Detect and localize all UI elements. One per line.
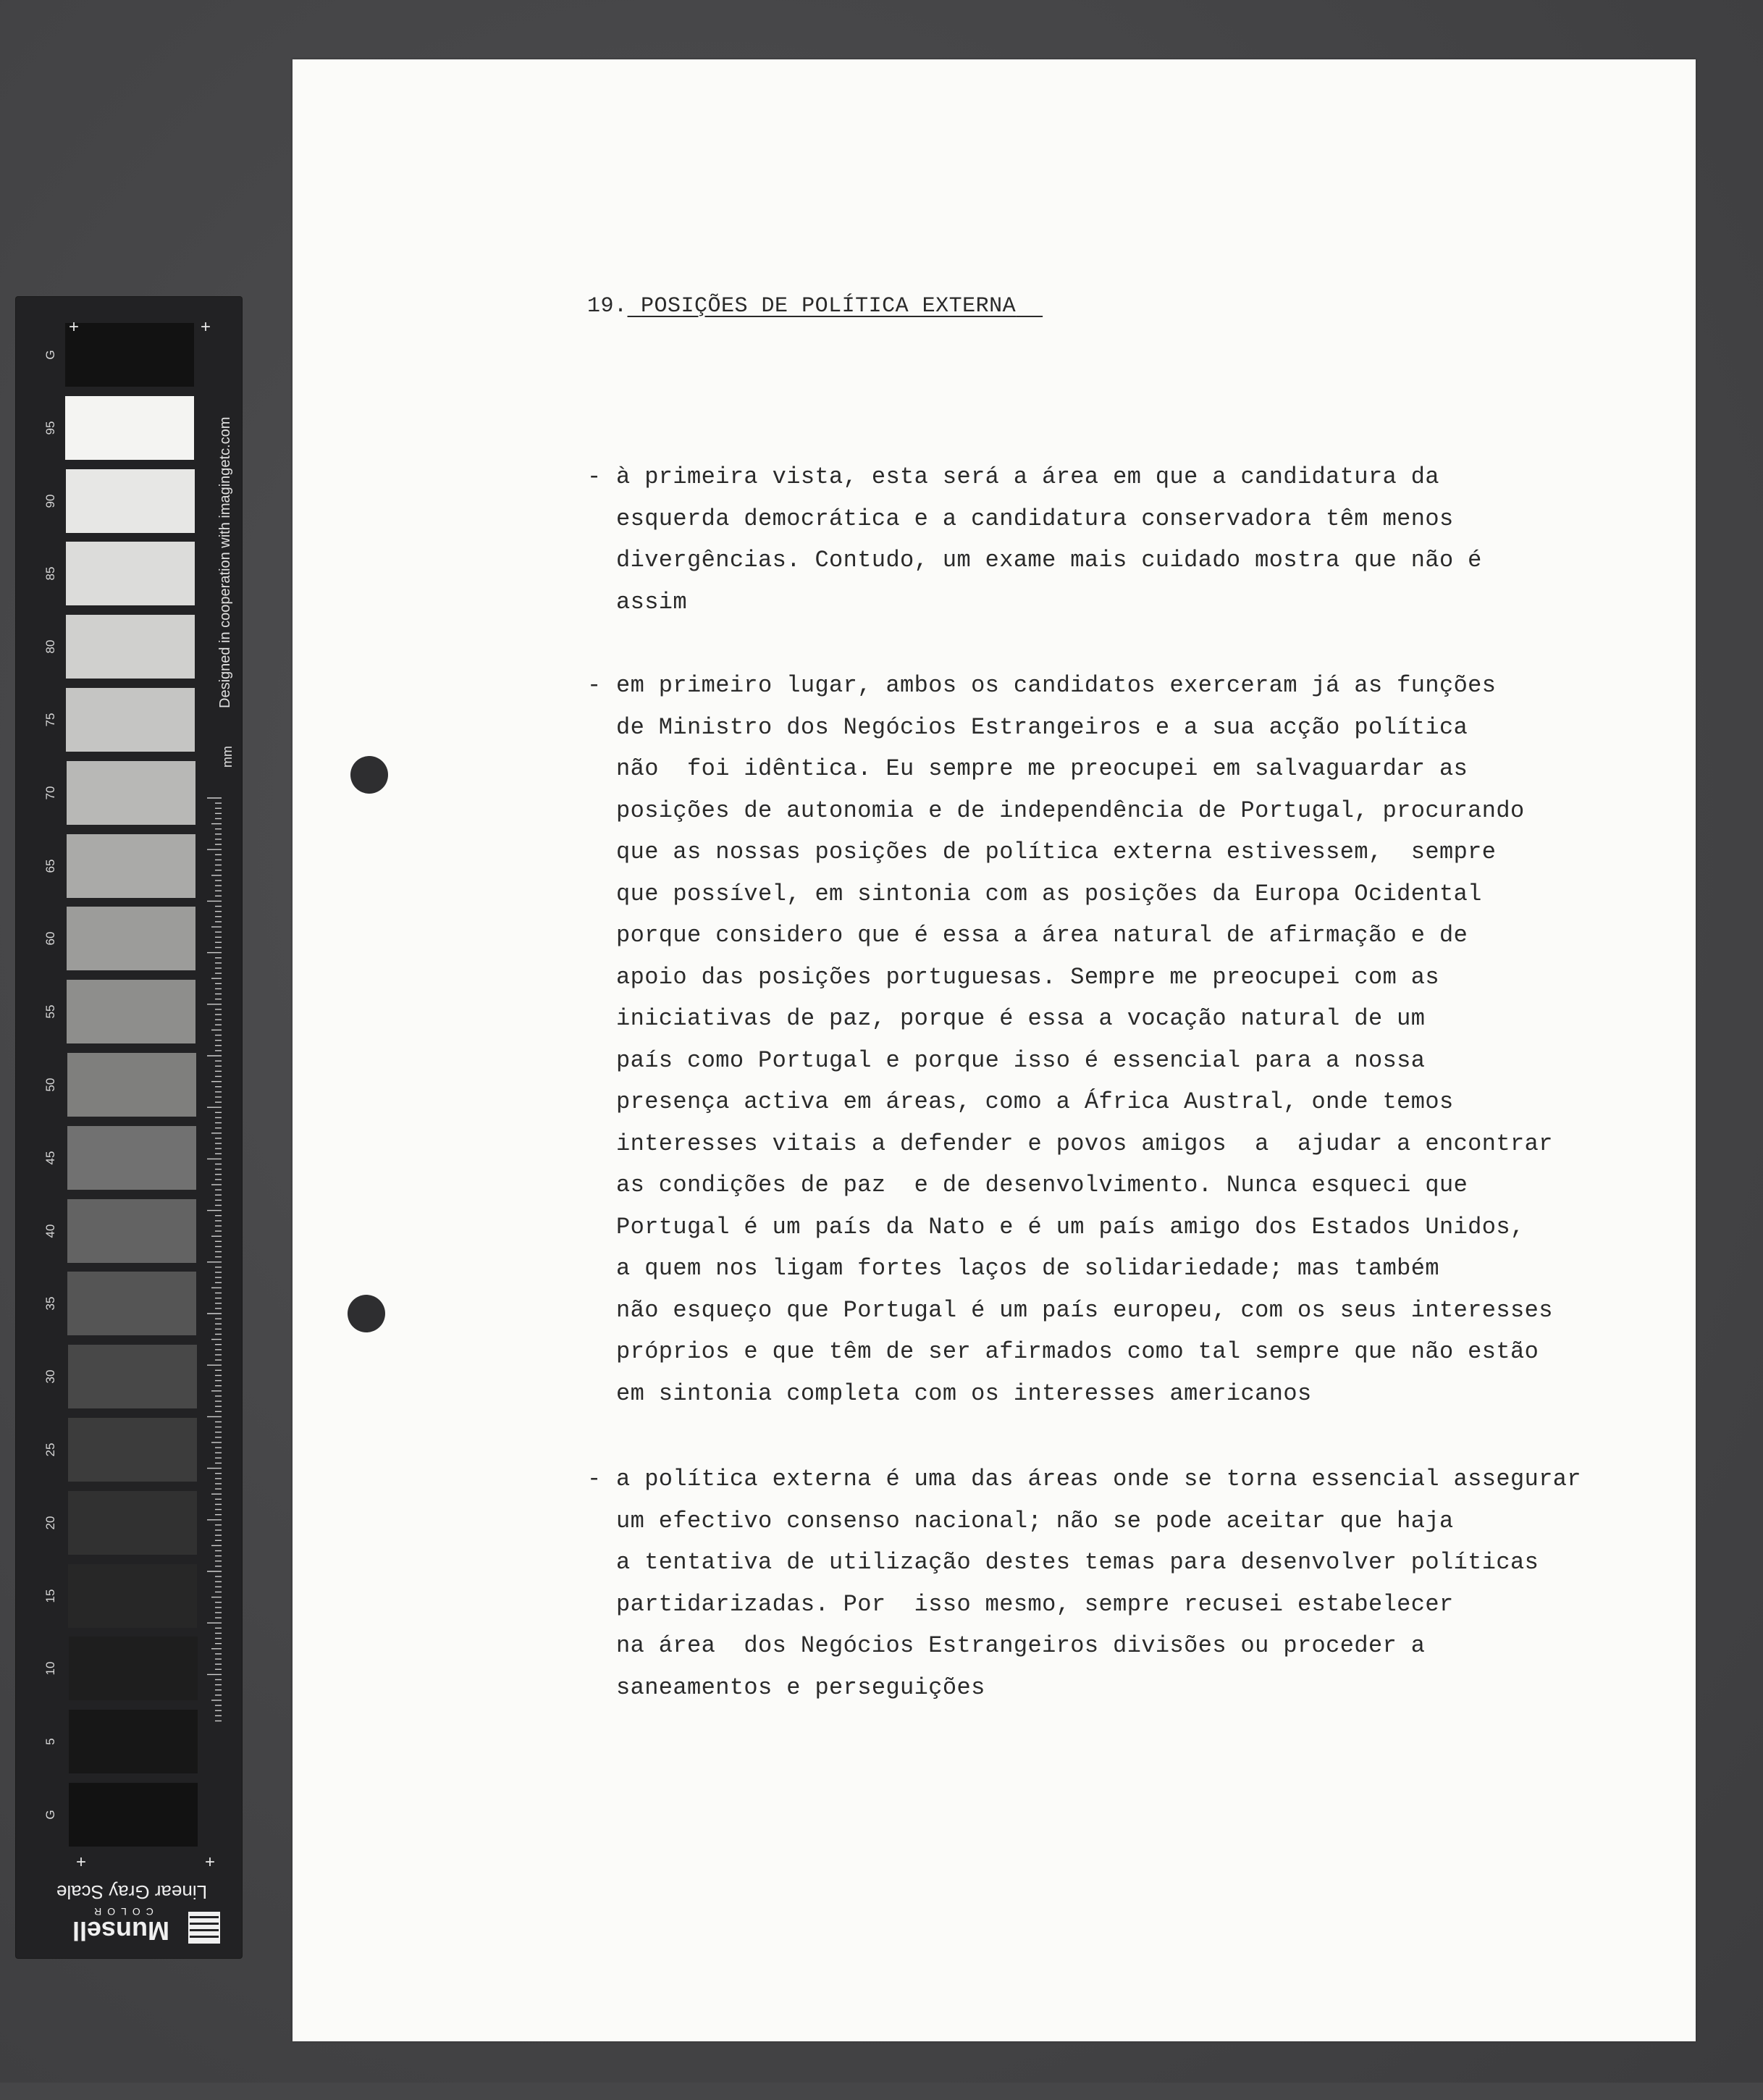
step-number: 80 — [43, 639, 57, 654]
bullet-paragraph — [587, 1458, 1630, 1708]
gray-swatch — [68, 1491, 197, 1555]
bullet-dash: - — [587, 463, 602, 490]
step-number: 85 — [43, 566, 57, 581]
text-line: a tentativa de utilização destes temas para desenvolver políticas — [616, 1549, 1539, 1576]
text-line: posições de autonomia e de independência de Portugal, procurando — [616, 797, 1525, 824]
gray-swatch — [69, 1710, 198, 1773]
step-number: 30 — [43, 1369, 57, 1384]
step-number: 95 — [43, 421, 57, 435]
gray-scale-card — [16, 297, 242, 1958]
gray-swatch — [66, 542, 195, 605]
plus-marker: + — [200, 317, 211, 337]
gray-swatch — [67, 980, 195, 1043]
text-line: assim — [616, 588, 688, 616]
plus-marker: + — [75, 1852, 86, 1872]
text-line: apoio das posições portuguesas. Sempre me preocupei com as — [616, 963, 1439, 991]
text-line: na área dos Negócios Estrangeiros divisões ou proceder a — [616, 1632, 1426, 1659]
step-number: 75 — [43, 713, 57, 727]
text-line: em primeiro lugar, ambos os candidatos exerceram já as funções — [616, 672, 1497, 699]
heading-title-text: POSIÇÕES DE POLÍTICA EXTERNA — [641, 294, 1017, 319]
step-number: 20 — [43, 1516, 57, 1530]
text-line: iniciativas de paz, porque é essa a vocação natural de um — [616, 1005, 1426, 1032]
gray-swatch — [67, 907, 195, 970]
gray-swatch — [69, 1783, 198, 1847]
step-number: 65 — [43, 859, 57, 873]
text-line: próprios e que têm de ser afirmados como tal sempre que não estão — [616, 1338, 1539, 1365]
gray-swatch — [65, 396, 194, 460]
step-number: 10 — [43, 1661, 57, 1676]
step-number: 50 — [43, 1078, 57, 1092]
step-number: G — [43, 1810, 57, 1820]
plus-marker: + — [204, 1852, 215, 1872]
step-number: 5 — [43, 1738, 57, 1745]
gray-swatch — [66, 688, 195, 752]
section-heading — [587, 288, 1043, 324]
step-number: 45 — [43, 1151, 57, 1165]
text-line: à primeira vista, esta será a área em que a candidatura da — [616, 463, 1439, 490]
step-number: 15 — [43, 1589, 57, 1603]
text-line: esquerda democrática e a candidatura conservadora têm menos — [616, 505, 1454, 532]
gray-swatch — [68, 1418, 197, 1482]
step-number: 25 — [43, 1442, 57, 1457]
gray-swatch — [67, 1272, 196, 1335]
brand-block — [52, 1881, 226, 1954]
step-number: 70 — [43, 786, 57, 800]
card-title: Linear Gray Scale — [56, 1881, 208, 1903]
text-line: as condições de paz e de desenvolvimento. Nunca esqueci que — [616, 1172, 1468, 1198]
bullet-dash: - — [587, 672, 602, 699]
gray-swatch — [69, 1637, 198, 1700]
bullet-paragraph — [587, 665, 1630, 1414]
heading-number: 19. — [587, 294, 628, 319]
text-line: partidarizadas. Por isso mesmo, sempre recusei estabelecer — [616, 1590, 1454, 1618]
bullet-dash: - — [587, 1466, 602, 1492]
text-line: a quem nos ligam fortes laços de solidariedade; mas também — [616, 1255, 1439, 1282]
credit-text: Designed in cooperation with imagingetc.com — [217, 416, 233, 708]
plus-marker: + — [68, 317, 79, 337]
brand-name: Munsell — [72, 1916, 170, 1946]
text-line: divergências. Contudo, um exame mais cuidado mostra que não é — [616, 547, 1482, 574]
step-number: 35 — [43, 1296, 57, 1311]
text-line: interesses vitais a defender e povos amigos a ajudar a encontrar — [616, 1130, 1553, 1157]
brand-sub: COLOR — [88, 1906, 153, 1918]
text-line: saneamentos e perseguições — [616, 1673, 985, 1701]
gray-swatch — [66, 615, 195, 679]
text-line: país como Portugal e porque isso é essencial para a nossa — [616, 1046, 1426, 1074]
step-number: 90 — [43, 494, 57, 508]
punch-hole — [348, 1295, 385, 1332]
unit-label: mm — [220, 746, 235, 768]
gray-swatch — [67, 1126, 196, 1190]
step-number: 60 — [43, 931, 57, 946]
text-line: não esqueço que Portugal é um país europeu, com os seus interesses — [616, 1296, 1553, 1324]
gray-swatch — [68, 1345, 197, 1408]
gray-swatch — [67, 1199, 196, 1263]
text-line: presença activa em áreas, como a África Austral, onde temos — [616, 1088, 1454, 1115]
text-line: que possível, em sintonia com as posições da Europa Ocidental — [616, 880, 1482, 907]
step-number: 40 — [43, 1224, 57, 1238]
heading-title — [628, 294, 1043, 319]
gray-swatch — [66, 469, 195, 533]
step-number: G — [43, 350, 57, 360]
gray-swatch — [67, 1053, 196, 1117]
gray-swatch — [68, 1564, 197, 1628]
bullet-paragraph — [587, 456, 1630, 623]
text-line: de Ministro dos Negócios Estrangeiros e a sua acção política — [616, 713, 1468, 741]
text-line: que as nossas posições de política externa estivessem, sempre — [616, 839, 1497, 865]
gray-swatch — [65, 323, 194, 387]
punch-hole — [350, 756, 388, 794]
gray-swatch — [67, 761, 195, 825]
text-line: um efectivo consenso nacional; não se pode aceitar que haja — [616, 1507, 1454, 1534]
munsell-logo-icon — [190, 1913, 219, 1942]
gray-swatch — [67, 834, 195, 898]
text-line: não foi idêntica. Eu sempre me preocupei em salvaguardar as — [616, 755, 1468, 782]
text-line: Portugal é um país da Nato e é um país amigo dos Estados Unidos, — [616, 1213, 1525, 1240]
text-line: em sintonia completa com os interesses americanos — [616, 1379, 1312, 1407]
text-line: porque considero que é essa a área natural de afirmação e de — [616, 922, 1468, 949]
step-number: 55 — [43, 1004, 57, 1019]
text-line: a política externa é uma das áreas onde se torna essencial assegurar — [616, 1466, 1582, 1492]
